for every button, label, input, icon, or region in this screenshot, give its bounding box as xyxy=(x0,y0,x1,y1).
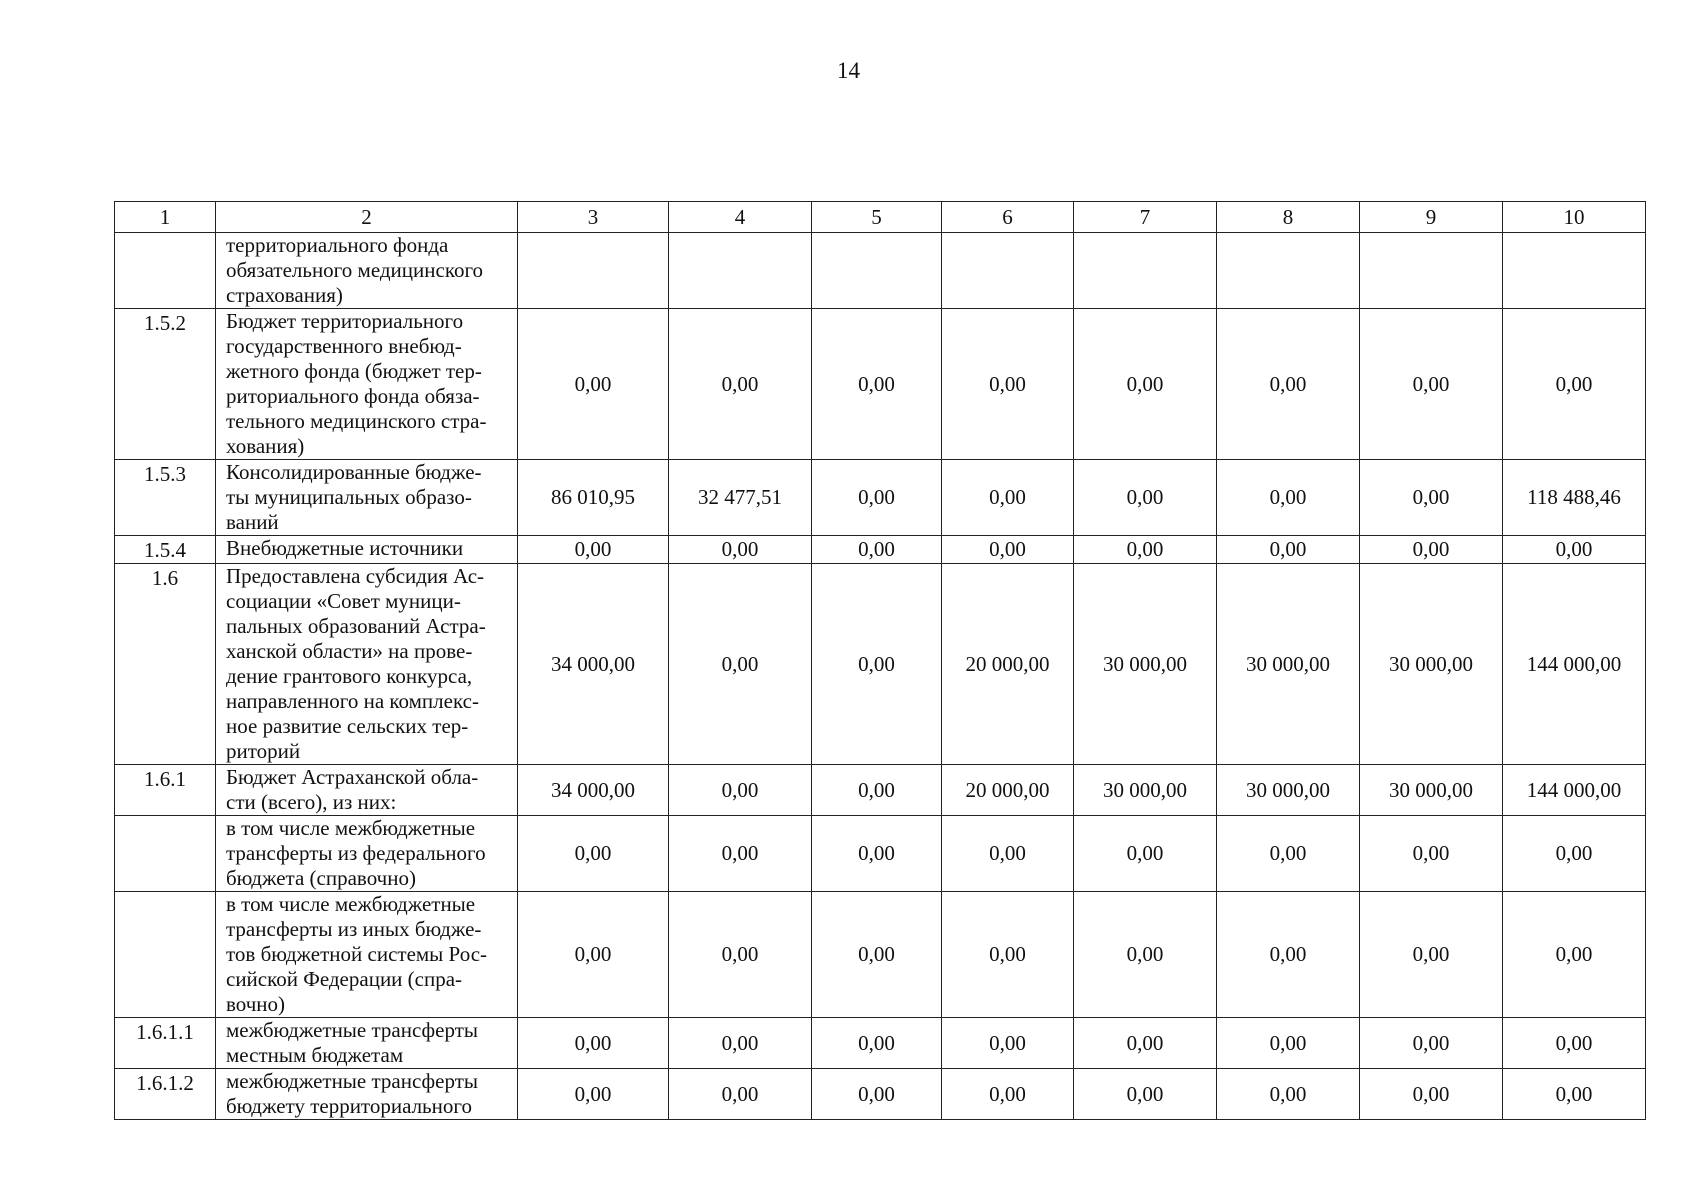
value-cell: 30 000,00 xyxy=(1074,765,1217,816)
value-cell: 0,00 xyxy=(1360,892,1503,1018)
table-row xyxy=(115,816,1646,892)
row-code: 1.6.1.1 xyxy=(115,1018,216,1069)
header-row xyxy=(115,202,1646,233)
value-cell: 0,00 xyxy=(1074,816,1217,892)
value-cell: 144 000,00 xyxy=(1503,765,1646,816)
header-cell: 7 xyxy=(1074,202,1217,233)
description-line: тов бюджетной системы Рос- xyxy=(226,942,488,966)
row-code xyxy=(115,233,216,309)
value-cell: 0,00 xyxy=(1503,536,1646,564)
value-cell: 0,00 xyxy=(1217,536,1360,564)
value-cell: 30 000,00 xyxy=(1360,564,1503,765)
value-cell xyxy=(518,233,669,309)
value-cell xyxy=(1503,233,1646,309)
value-cell: 0,00 xyxy=(812,816,942,892)
row-code xyxy=(115,816,216,892)
description-line: Предоставлена субсидия Ас- xyxy=(226,564,485,588)
value-cell: 0,00 xyxy=(1217,1018,1360,1069)
row-description xyxy=(216,765,518,816)
description-line: в том числе межбюджетные xyxy=(226,892,476,916)
value-cell: 0,00 xyxy=(1503,309,1646,460)
value-cell: 0,00 xyxy=(669,892,812,1018)
table-row xyxy=(115,309,1646,460)
value-cell: 0,00 xyxy=(942,816,1074,892)
value-cell: 0,00 xyxy=(812,1018,942,1069)
value-cell: 30 000,00 xyxy=(1217,564,1360,765)
value-cell: 144 000,00 xyxy=(1503,564,1646,765)
value-cell: 0,00 xyxy=(1503,1018,1646,1069)
value-cell: 0,00 xyxy=(812,564,942,765)
row-description xyxy=(216,233,518,309)
header-cell: 5 xyxy=(812,202,942,233)
header-cell: 10 xyxy=(1503,202,1646,233)
value-cell: 0,00 xyxy=(518,816,669,892)
value-cell: 0,00 xyxy=(1217,460,1360,536)
value-cell: 0,00 xyxy=(669,816,812,892)
row-description xyxy=(216,816,518,892)
description-line: риториального фонда обяза- xyxy=(226,384,480,408)
value-cell: 0,00 xyxy=(942,1069,1074,1120)
description-line: трансферты из федерального xyxy=(226,841,486,865)
value-cell: 34 000,00 xyxy=(518,564,669,765)
value-cell: 0,00 xyxy=(1074,460,1217,536)
header-cell: 2 xyxy=(216,202,518,233)
table-row xyxy=(115,536,1646,564)
value-cell: 0,00 xyxy=(1360,816,1503,892)
value-cell: 30 000,00 xyxy=(1074,564,1217,765)
description-line: территориального фонда xyxy=(226,233,449,257)
value-cell: 0,00 xyxy=(942,460,1074,536)
description-line: риторий xyxy=(226,739,301,763)
value-cell: 0,00 xyxy=(812,765,942,816)
header-cell: 8 xyxy=(1217,202,1360,233)
description-line: вочно) xyxy=(226,992,286,1016)
budget-table xyxy=(114,201,1646,1120)
table-row xyxy=(115,1069,1646,1120)
value-cell xyxy=(942,233,1074,309)
description-line: трансферты из иных бюдже- xyxy=(226,917,482,941)
header-cell: 9 xyxy=(1360,202,1503,233)
row-description xyxy=(216,536,518,564)
value-cell: 30 000,00 xyxy=(1217,765,1360,816)
value-cell: 0,00 xyxy=(812,536,942,564)
value-cell: 0,00 xyxy=(942,536,1074,564)
value-cell: 0,00 xyxy=(1503,892,1646,1018)
table-row xyxy=(115,460,1646,536)
value-cell: 0,00 xyxy=(669,536,812,564)
row-description xyxy=(216,460,518,536)
value-cell: 0,00 xyxy=(812,309,942,460)
value-cell: 0,00 xyxy=(1217,892,1360,1018)
value-cell: 0,00 xyxy=(669,1018,812,1069)
value-cell: 0,00 xyxy=(518,309,669,460)
value-cell: 0,00 xyxy=(812,460,942,536)
value-cell xyxy=(669,233,812,309)
value-cell: 0,00 xyxy=(1074,892,1217,1018)
value-cell: 0,00 xyxy=(518,1069,669,1120)
description-line: обязательного медицинского xyxy=(226,258,484,282)
value-cell: 0,00 xyxy=(1074,536,1217,564)
value-cell: 0,00 xyxy=(669,309,812,460)
description-line: межбюджетные трансферты xyxy=(226,1069,478,1093)
row-code: 1.6 xyxy=(115,564,216,765)
row-code: 1.6.1 xyxy=(115,765,216,816)
header-cell: 1 xyxy=(115,202,216,233)
description-line: государственного внебюд- xyxy=(226,334,462,358)
value-cell: 20 000,00 xyxy=(942,765,1074,816)
description-line: Консолидированные бюдже- xyxy=(226,460,482,484)
value-cell: 0,00 xyxy=(669,564,812,765)
description-line: хования) xyxy=(226,434,305,458)
value-cell: 30 000,00 xyxy=(1360,765,1503,816)
value-cell xyxy=(1360,233,1503,309)
value-cell: 118 488,46 xyxy=(1503,460,1646,536)
description-line: ваний xyxy=(226,510,279,534)
value-cell: 0,00 xyxy=(669,1069,812,1120)
value-cell: 0,00 xyxy=(1217,309,1360,460)
value-cell: 20 000,00 xyxy=(942,564,1074,765)
description-line: бюджета (справочно) xyxy=(226,866,416,890)
row-description xyxy=(216,892,518,1018)
value-cell: 0,00 xyxy=(812,1069,942,1120)
header-cell: 6 xyxy=(942,202,1074,233)
value-cell: 0,00 xyxy=(1360,460,1503,536)
value-cell: 0,00 xyxy=(1074,309,1217,460)
value-cell: 86 010,95 xyxy=(518,460,669,536)
row-description xyxy=(216,564,518,765)
table-row xyxy=(115,564,1646,765)
row-code: 1.5.3 xyxy=(115,460,216,536)
value-cell: 0,00 xyxy=(942,892,1074,1018)
value-cell xyxy=(1074,233,1217,309)
table-row xyxy=(115,892,1646,1018)
header-cell: 4 xyxy=(669,202,812,233)
value-cell: 0,00 xyxy=(518,892,669,1018)
description-line: жетного фонда (бюджет тер- xyxy=(226,359,482,383)
description-line: пальных образований Астра- xyxy=(226,614,486,638)
row-description xyxy=(216,309,518,460)
value-cell: 0,00 xyxy=(669,765,812,816)
value-cell: 0,00 xyxy=(1360,536,1503,564)
description-line: межбюджетные трансферты xyxy=(226,1018,478,1042)
description-line: ты муниципальных образо- xyxy=(226,485,472,509)
value-cell: 0,00 xyxy=(942,1018,1074,1069)
value-cell: 0,00 xyxy=(942,309,1074,460)
table-row xyxy=(115,233,1646,309)
value-cell: 0,00 xyxy=(1217,816,1360,892)
description-line: направленного на комплекс- xyxy=(226,689,479,713)
description-line: в том числе межбюджетные xyxy=(226,816,476,840)
description-line: местным бюджетам xyxy=(226,1043,404,1067)
row-description xyxy=(216,1018,518,1069)
table-row xyxy=(115,765,1646,816)
description-line: сийской Федерации (спра- xyxy=(226,967,463,991)
row-code: 1.6.1.2 xyxy=(115,1069,216,1120)
row-code xyxy=(115,892,216,1018)
row-code: 1.5.2 xyxy=(115,309,216,460)
value-cell: 0,00 xyxy=(1360,1018,1503,1069)
value-cell: 0,00 xyxy=(812,892,942,1018)
description-line: сти (всего), из них: xyxy=(226,790,397,814)
value-cell: 0,00 xyxy=(1074,1018,1217,1069)
description-line: тельного медицинского стра- xyxy=(226,409,487,433)
description-line: страхования) xyxy=(226,283,343,307)
row-code: 1.5.4 xyxy=(115,536,216,564)
description-line: Бюджет территориального xyxy=(226,309,464,333)
value-cell: 0,00 xyxy=(518,1018,669,1069)
value-cell: 0,00 xyxy=(1503,816,1646,892)
value-cell: 0,00 xyxy=(1360,309,1503,460)
value-cell: 32 477,51 xyxy=(669,460,812,536)
value-cell: 0,00 xyxy=(518,536,669,564)
value-cell: 0,00 xyxy=(1503,1069,1646,1120)
description-line: Бюджет Астраханской обла- xyxy=(226,765,479,789)
table-row xyxy=(115,1018,1646,1069)
value-cell: 34 000,00 xyxy=(518,765,669,816)
header-cell: 3 xyxy=(518,202,669,233)
value-cell xyxy=(812,233,942,309)
description-line: дение грантового конкурса, xyxy=(226,664,473,688)
value-cell: 0,00 xyxy=(1217,1069,1360,1120)
value-cell xyxy=(1217,233,1360,309)
description-line: социации «Совет муници- xyxy=(226,589,461,613)
description-line: бюджету территориального xyxy=(226,1094,472,1118)
value-cell: 0,00 xyxy=(1360,1069,1503,1120)
description-line: ханской области» на прове- xyxy=(226,639,473,663)
row-description xyxy=(216,1069,518,1120)
description-line: ное развитие сельских тер- xyxy=(226,714,469,738)
page-number: 14 xyxy=(837,58,860,83)
table-body xyxy=(115,202,1646,1120)
description-line: Внебюджетные источники xyxy=(226,536,464,560)
value-cell: 0,00 xyxy=(1074,1069,1217,1120)
